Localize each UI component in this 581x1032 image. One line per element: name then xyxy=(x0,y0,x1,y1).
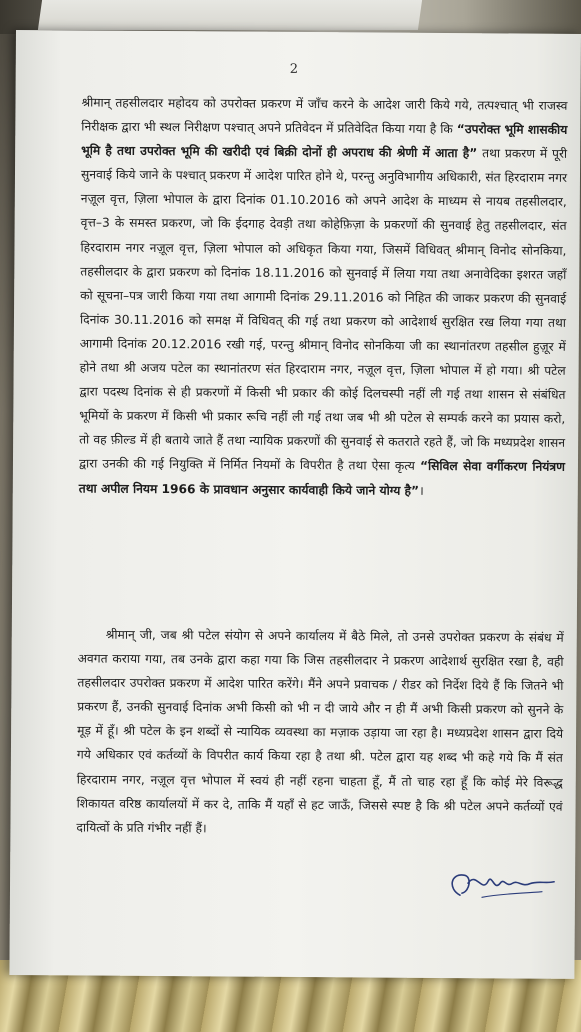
body-paragraph-2 xyxy=(76,622,564,842)
paragraph-1-text-continued: तथा प्रकरण में पूरी सुनवाई किये जाने के पश्चात् प्रकरण में आदेश पारित होने थे, परन्तु अनुविभागीय अधिकारी, संत हिरदाराम नगर नज़ूल वृत्त, ज़िला भोपाल के द्वारा दिनांक 01.10.2016 को अपने आदेश के माध्यम से नायब तहसीलदार, वृत्त–3 के समस्त प्रकरण, जो कि ईदगाह देवड़ी तथा कोहेफ़िज़ा के प्रकरणों की सुनवाई हेतु तहसीलदार, संत हिरदाराम नगर नज़ूल वृत्त, ज़िला भोपाल को अधिकृत किया गया, जिसमें विधिवत् श्रीमान् विनोद सोनकिया, तहसीलदार के द्वारा प्रकरण को दिनांक 18.11.2016 को सुनवाई में लिया गया तथा अनावेदिका इशरत जहाँ को सूचना–पत्र जारी किया गया तथा आगामी दिनांक 29.11.2016 को निहित की जाकर प्रकरण की सुनवाई दिनांक 30.11.2016 को समक्ष में विधिवत् की गई तथा प्रकरण को आदेशार्थ सुरक्षित रख लिया गया तथा आगामी दिनांक 20.12.2016 रखी गई, परन्तु श्रीमान् विनोद सोनकिया जी का स्थानांतरण तहसील हुज़ूर में होने तथा श्री अजय पटेल का स्थानांतरण संत हिरदाराम नगर, नज़ूल वृत्त, ज़िला भोपाल में हो गया। श्री पटेल द्वारा पदस्थ दिनांक से ही प्रकरणों में किसी भी प्रकार की कोई दिलचस्पी नहीं ली गई तथा शासन से संबंधित भूमियों के प्रकरण में किसी भी प्रकार रूचि नहीं ली गई तथा जब भी श्री पटेल से सम्पर्क करने का प्रयास करो, तो वह फ़ील्ड में ही बताये जाते हैं तथा न्यायिक प्रकरणों की सुनवाई से कतराते रहते हैं, जो कि मध्यप्रदेश शासन द्वारा उनकी की गई नियुक्ति में निर्मित नियमों के विपरीत है तथा ऐसा कृत्य xyxy=(78,146,568,474)
document-page xyxy=(9,30,581,979)
handwritten-signature xyxy=(442,853,562,914)
paragraph-1-quote-civil-service-rules: “सिविल सेवा वर्गीकरण नियंत्रण तथा अपील नियम 1966 के प्रावधान अनुसार कार्यवाही किये जाने योग्य है” xyxy=(78,459,566,498)
page-number: 2 xyxy=(289,61,299,77)
paragraph-1-end-mark: । xyxy=(419,483,424,498)
paragraph-2-text: श्रीमान् जी, जब श्री पटेल संयोग से अपने कार्यालय में बैठे मिले, तो उनसे उपरोक्त प्रकरण के संबंध में अवगत कराया गया, तब उनके द्वारा कहा गया कि जिस तहसीलदार ने प्रकरण आदेशार्थ सुरक्षित रखा है, वही तहसीलदार उपरोक्त प्रकरण में आदेश पारित करेंगे। मैंने अपने प्रवाचक / रीडर को निर्देश दिये हैं कि जितने भी प्रकरण हैं, उनकी सुनवाई दिनांक अभी किसी को भी न दी जाये और न ही मैं अभी किसी प्रकरण को सुनने के मूड़ में हूँ। श्री पटेल के इन शब्दों से न्यायिक व्यवस्था का मज़ाक उड़ाया जा रहा है। मध्यप्रदेश शासन द्वारा दिये गये अधिकार एवं कर्तव्यों के विपरीत कार्य किया रहा है तथा श्री. पटेल द्वारा यह शब्द भी कहे गये कि मैं संत हिरदाराम नगर, नज़ूल वृत्त भोपाल में स्वयं ही नहीं रहना चाहता हूँ, मैं तो चाह रहा हूँ कि कोई मेरे विरूद्ध शिकायत वरिष्ठ कार्यालयों में कर दे, ताकि मैं यहाँ से हट जाऊँ, जिससे स्पष्ट है कि श्री पटेल अपने कर्तव्यों एवं दायित्वों के प्रति गंभीर नहीं हैं। xyxy=(76,627,564,836)
paragraph-1-text: श्रीमान् तहसीलदार महोदय को उपरोक्त प्रकरण में जाँच करने के आदेश जारी किये गये, तत्पश्चात् भी राजस्व निरीक्षक द्वारा भी स्थल निरीक्षण पश्चात् अपने प्रतिवेदन में प्रतिवेदित किया गया है कि xyxy=(81,95,568,137)
background-paper-sheet xyxy=(38,0,422,30)
body-paragraph-1 xyxy=(79,90,568,503)
paragraph-1-quote-land-status: “उपरोक्त भूमि शासकीय भूमि है तथा उपरोक्त भूमि की खरीदी एवं बिक्री दोनों ही अपराध की श्रेणी में आता है” xyxy=(81,122,568,161)
